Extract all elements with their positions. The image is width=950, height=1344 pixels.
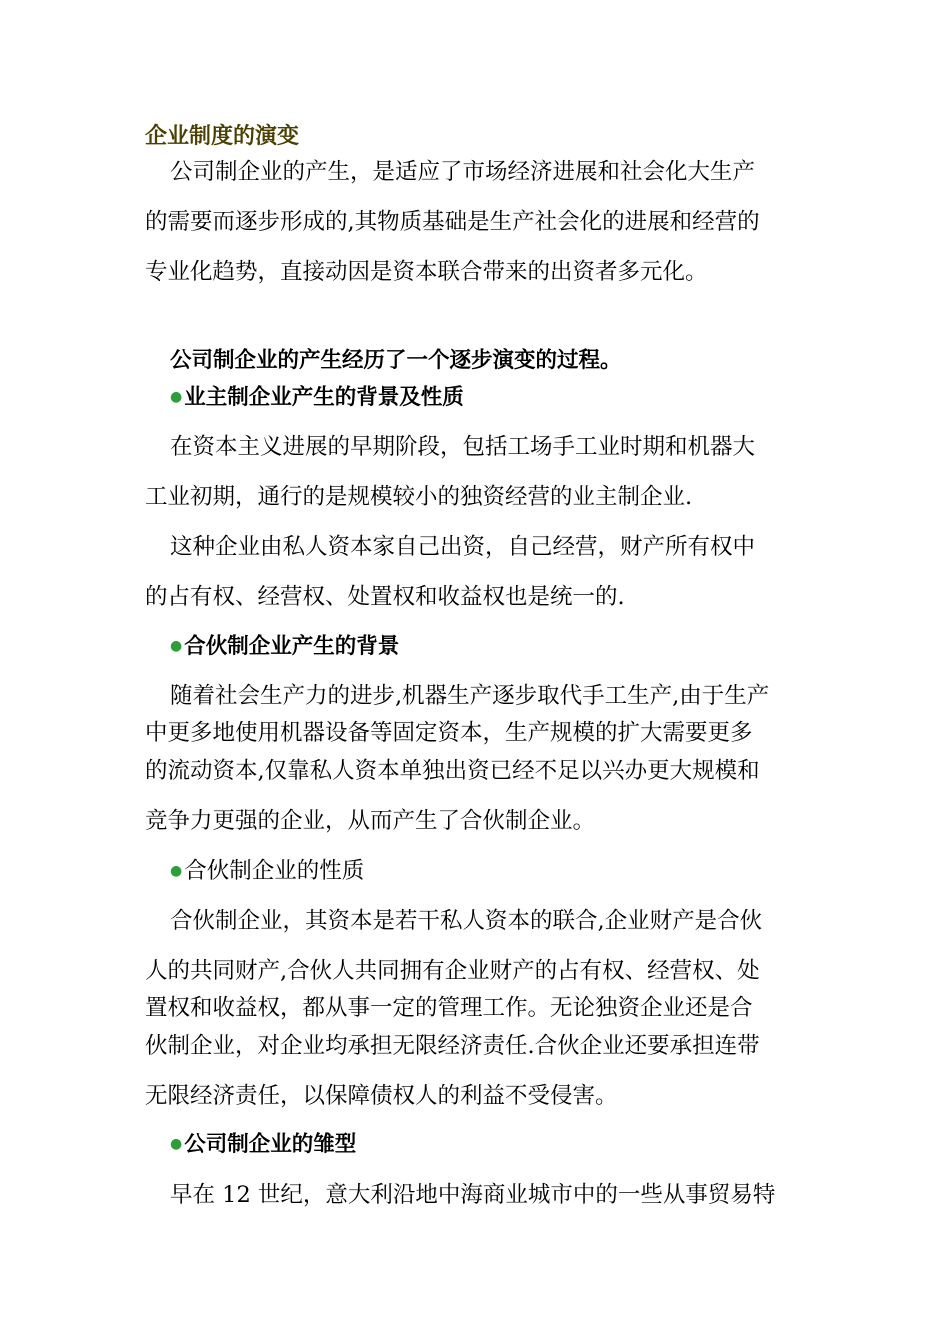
section2-p1-line-1: 随着社会生产力的进步,机器生产逐步取代手工生产,由于生产	[170, 683, 770, 709]
section2-heading	[170, 632, 815, 662]
section1-p2-line-1: 这种企业由私人资本家自己出资，自己经营，财产所有权中	[170, 534, 756, 560]
section2-p1-line-4: 竞争力更强的企业，从而产生了合伙制企业。	[145, 808, 596, 834]
section1-p1-line-2: 工业初期，通行的是规模较小的独资经营的业主制企业.	[145, 484, 693, 510]
section3-p1-line-4: 伙制企业，对企业均承担无限经济责任.合伙企业还要承担连带	[145, 1033, 760, 1059]
intro-line-1: 公司制企业的产生，是适应了市场经济进展和社会化大生产	[170, 159, 756, 185]
intro-line-3: 专业化趋势，直接动因是资本联合带来的出资者多元化。	[145, 259, 708, 285]
section3-heading	[170, 856, 815, 887]
section3-p1-line-5: 无限经济责任，以保障债权人的利益不受侵害。	[145, 1083, 618, 1109]
section2-p1-line-2: 中更多地使用机器设备等固定资本，生产规模的扩大需要更多	[145, 720, 753, 746]
section2-p1-line-3: 的流动资本,仅靠私人资本单独出资已经不足以兴办更大规模和	[145, 758, 760, 784]
section4-heading-text: 公司制企业的雏型	[184, 1132, 357, 1157]
bullet-icon: ●	[170, 1136, 183, 1152]
intro-line-2: 的需要而逐步形成的,其物质基础是生产社会化的进展和经营的	[145, 209, 760, 235]
section4-heading	[170, 1130, 815, 1160]
section1-p2-line-2: 的占有权、经营权、处置权和收益权也是统一的.	[145, 584, 625, 610]
section1-heading	[170, 383, 815, 413]
bullet-icon: ●	[170, 389, 183, 405]
summary-heading: 公司制企业的产生经历了一个逐步演变的过程。	[170, 348, 622, 373]
section2-heading-text: 合伙制企业产生的背景	[184, 634, 400, 659]
bullet-icon: ●	[170, 863, 183, 879]
section1-heading-text: 业主制企业产生的背景及性质	[184, 385, 464, 410]
section1-p1-line-1: 在资本主义进展的早期阶段，包括工场手工业时期和机器大	[170, 434, 756, 460]
section3-p1-line-3: 置权和收益权，都从事一定的管理工作。无论独资企业还是合	[145, 995, 753, 1021]
section3-heading-text: 合伙制企业的性质	[184, 858, 365, 884]
section3-p1-line-2: 人的共同财产,合伙人共同拥有企业财产的占有权、经营权、处	[145, 958, 760, 984]
document-title: 企业制度的演变	[145, 124, 300, 149]
section4-p1-line-1: 早在 12 世纪，意大利沿地中海商业城市中的一些从事贸易特	[170, 1182, 776, 1208]
bullet-icon: ●	[170, 638, 183, 654]
section3-p1-line-1: 合伙制企业，其资本是若干私人资本的联合,企业财产是合伙	[170, 908, 763, 934]
